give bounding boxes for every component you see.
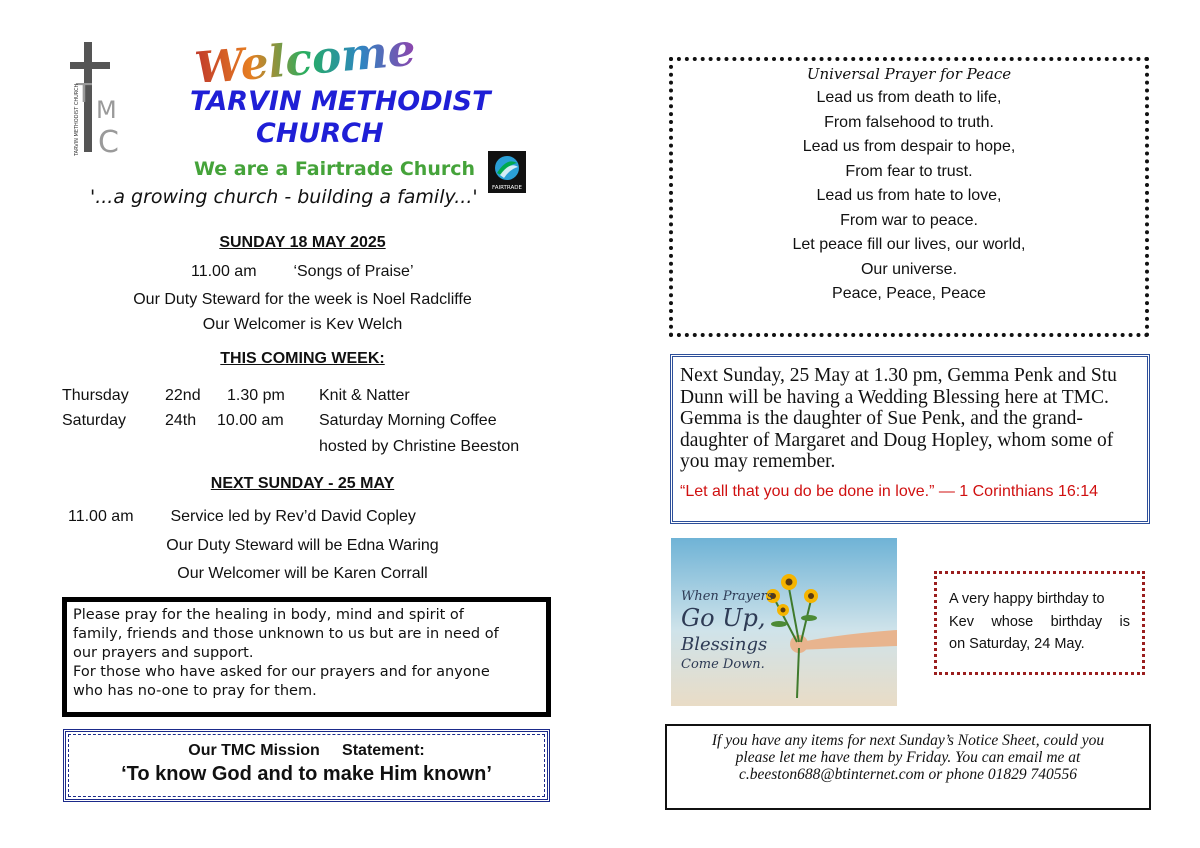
notice-sheet-box <box>665 724 1151 810</box>
event-day: Thursday <box>62 387 129 404</box>
next-sunday-time: 11.00 am <box>68 508 134 525</box>
image-text-line: When Prayers <box>681 589 774 604</box>
logo-lettering: TARVIN METHODIST CHURCH <box>74 83 80 156</box>
peace-line: From fear to trust. <box>845 162 973 180</box>
church-name-line2: CHURCH <box>256 118 384 149</box>
birthday-box <box>934 571 1145 675</box>
sunday-service-time: 11.00 am <box>191 263 257 280</box>
event-name: Saturday Morning Coffee <box>319 412 497 429</box>
event-note: hosted by Christine Beeston <box>319 438 520 455</box>
event-time: 1.30 pm <box>227 387 285 404</box>
next-sunday-heading: NEXT SUNDAY - 25 MAY <box>210 475 395 492</box>
peace-line: From war to peace. <box>840 211 978 229</box>
birthday-line: A very happy birthday to <box>949 591 1105 607</box>
next-sunday-service <box>68 508 416 526</box>
peace-line: Peace, Peace, Peace <box>832 285 986 302</box>
prayer-request-box <box>62 597 551 717</box>
week-event-row <box>62 412 542 432</box>
week-heading: THIS COMING WEEK: <box>220 350 385 367</box>
notice-line: please let me have them by Friday. You can email me at <box>735 749 1081 766</box>
svg-text:T: T <box>76 79 92 109</box>
prayer-line: our prayers and support. <box>73 645 254 661</box>
peace-line: Let peace fill our lives, our world, <box>792 236 1026 253</box>
peace-line: From falsehood to truth. <box>824 113 994 131</box>
sunday-service-name: ‘Songs of Praise’ <box>293 263 414 280</box>
event-day: Saturday <box>62 412 127 429</box>
wedding-line: Gemma is the daughter of Sue Penk, and the grand- <box>680 408 1083 429</box>
sunday-heading: SUNDAY 18 MAY 2025 <box>219 234 386 251</box>
notice-line: c.beeston688@btinternet.com or phone 01829 740556 <box>739 766 1077 783</box>
wedding-line: Next Sunday, 25 May at 1.30 pm, Gemma Penk and Stu <box>680 365 1117 386</box>
sunday-steward: Our Duty Steward for the week is Noel Radcliffe <box>133 291 472 308</box>
image-text-line: Go Up, <box>681 604 766 632</box>
wedding-blessing-box <box>670 354 1150 524</box>
prayer-line: family, friends and those unknown to us but are in need of <box>73 626 499 642</box>
svg-text:Welcome: Welcome <box>192 24 418 82</box>
birthday-line: on Saturday, 24 May. <box>949 636 1085 652</box>
prayer-line: For those who have asked for our prayers and for anyone <box>73 664 490 680</box>
image-text-line: Blessings <box>681 634 768 655</box>
event-time: 10.00 am <box>217 412 284 429</box>
next-sunday-welcomer: Our Welcomer will be Karen Corrall <box>177 565 428 582</box>
week-event-row <box>62 387 542 407</box>
birthday-line: Kev whose birthday is <box>949 613 1130 630</box>
peace-prayer-box <box>669 57 1149 337</box>
peace-line: Lead us from despair to hope, <box>802 138 1016 155</box>
wedding-line: daughter of Margaret and Doug Hopley, whom some of <box>680 429 1114 451</box>
wedding-line: Dunn will be having a Wedding Blessing here at TMC. <box>680 386 1109 408</box>
event-date: 24th <box>165 412 197 429</box>
svg-text:M: M <box>96 96 117 124</box>
prayer-line: Please pray for the healing in body, mind and spirit of <box>73 607 464 623</box>
event-date: 22nd <box>165 387 201 404</box>
peace-prayer-title: Universal Prayer for Peace <box>806 65 1012 83</box>
peace-line: Lead us from hate to love, <box>816 187 1002 204</box>
church-name <box>190 86 520 150</box>
prayer-line: who has no-one to pray for them. <box>73 683 317 699</box>
mission-statement: ‘To know God and to make Him known’ <box>121 763 492 785</box>
church-name-line1: TARVIN METHODIST <box>190 86 491 117</box>
next-sunday-service-name: Service led by Rev’d David Copley <box>170 508 416 525</box>
welcome-heading <box>190 22 470 82</box>
prayers-go-up-image <box>671 538 897 706</box>
peace-line: Our universe. <box>860 260 958 278</box>
notice-line: If you have any items for next Sunday’s Notice Sheet, could you <box>711 732 1105 749</box>
tagline: '...a growing church - building a family...' <box>90 186 478 208</box>
event-name: Knit & Natter <box>319 387 410 404</box>
wedding-line: you may remember. <box>680 451 836 472</box>
sunday-service <box>191 263 414 281</box>
mission-statement-box <box>63 729 550 802</box>
svg-text:C: C <box>98 125 119 160</box>
fairtrade-logo <box>488 151 526 193</box>
bible-quote: “Let all that you do be done in love.” — 1 Corinthians 16:14 <box>680 482 1099 500</box>
fairtrade-statement: We are a Fairtrade Church <box>194 158 476 180</box>
church-logo <box>62 40 132 160</box>
image-text-line: Come Down. <box>681 657 765 672</box>
mission-title: Our TMC Mission Statement: <box>188 742 425 759</box>
next-sunday-steward: Our Duty Steward will be Edna Waring <box>166 537 439 554</box>
peace-line: Lead us from death to life, <box>816 89 1002 106</box>
fairtrade-logo-label: FAIRTRADE <box>492 185 522 191</box>
sunday-welcomer: Our Welcomer is Kev Welch <box>202 316 403 333</box>
